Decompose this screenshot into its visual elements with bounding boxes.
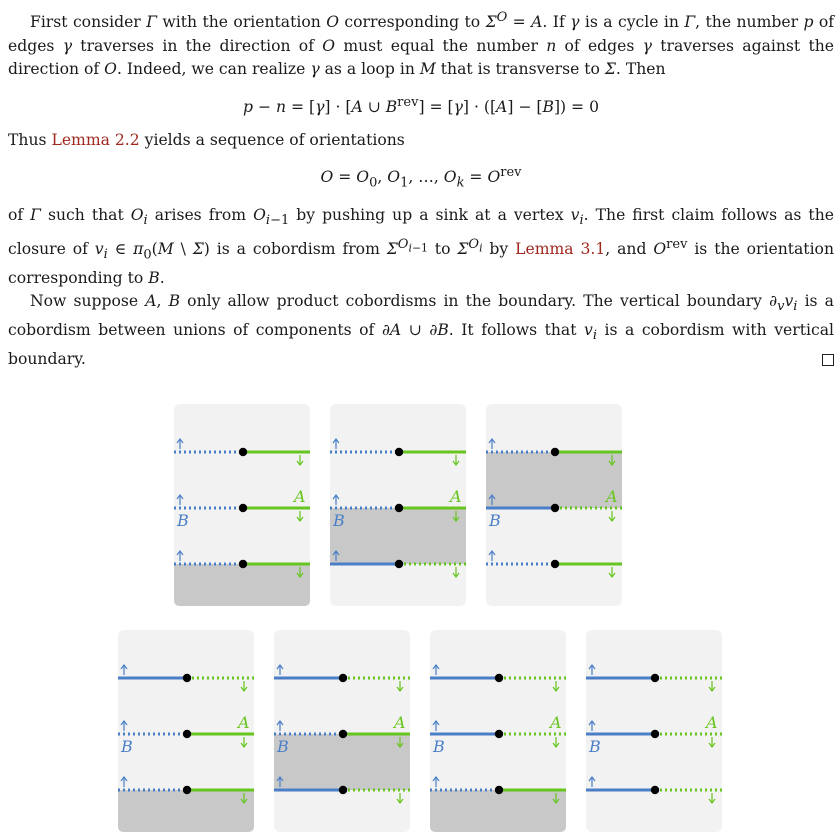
label-b: B <box>177 511 189 530</box>
shaded-region <box>174 564 310 606</box>
vertex-dot <box>551 448 559 456</box>
label-b: B <box>333 511 345 530</box>
panel-1 <box>174 404 310 606</box>
label-a: A <box>550 713 562 732</box>
lemma-2-2-link[interactable]: Lemma 2.2 <box>51 130 140 149</box>
vertex-dot <box>495 674 503 682</box>
lemma-3-1-link[interactable]: Lemma 3.1 <box>515 240 606 259</box>
cobordism-figure-svg <box>0 400 840 840</box>
label-a: A <box>450 487 462 506</box>
label-a: A <box>606 487 618 506</box>
vertex-dot <box>551 560 559 568</box>
panel-4 <box>118 630 254 832</box>
equation-1: p − n = [γ] · [A ∪ $B^{rev}] = [\gamma] \cdot ([A] - [B]) = 0$ <box>242 94 600 117</box>
vertex-dot <box>651 730 659 738</box>
panel-3 <box>486 404 622 606</box>
paragraph-3: of Γ such that $O_i$ arises from $O_{i-1}$ by pushing up a sink at a vertex $v_i$. The first claim follows as the closure of $v_i$ ∈ $\pi_0(M$ \ Σ) is a cobordism from $\Sigma^{O_{i-1}}$ to $\Sigma^{O_i}$ by Lemma 3.1, and $O^{rev}$ is the orientation corresponding to B. <box>8 206 834 287</box>
vertex-dot <box>651 786 659 794</box>
vertex-dot <box>339 786 347 794</box>
paragraph-2 <box>8 129 834 153</box>
label-b: B <box>277 737 289 756</box>
panel-5 <box>274 630 410 832</box>
paragraph-2-suffix: yields a sequence of orientations <box>144 130 405 149</box>
vertex-dot <box>239 504 247 512</box>
vertex-dot <box>339 730 347 738</box>
label-b: B <box>589 737 601 756</box>
label-a: A <box>238 713 250 732</box>
vertex-dot <box>551 504 559 512</box>
label-b: B <box>121 737 133 756</box>
panel-6 <box>430 630 566 832</box>
vertex-dot <box>395 560 403 568</box>
cobordism-figure <box>0 400 840 840</box>
vertex-dot <box>495 786 503 794</box>
label-a: A <box>294 487 306 506</box>
label-a: A <box>706 713 718 732</box>
vertex-dot <box>395 504 403 512</box>
vertex-dot <box>495 730 503 738</box>
label-b: B <box>433 737 445 756</box>
equation-2: $O = O_0$, $O_1$, …, $O_k = O^{rev}$ <box>320 165 522 191</box>
paragraph-2-prefix: Thus <box>8 130 47 149</box>
panel-7 <box>586 630 722 832</box>
shaded-region <box>118 790 254 832</box>
paper-body <box>8 6 834 371</box>
shaded-region <box>274 734 410 790</box>
paragraph-4: Now suppose A, B only allow product cobordisms in the boundary. The vertical boundary $\partial_vv_i$ is a cobordism between unions of components of ∂A ∪ ∂B. It follows that $v_i$ is a cobordism with vertical boundary. <box>8 292 834 368</box>
vertex-dot <box>183 786 191 794</box>
paragraph-1: First consider Γ with the orientation O corresponding to $\Sigma^O = A$. If γ is a cycle in Γ, the number p of edges γ traverses in the direction of O must equal the number n of edges γ traverses against the direction of O. Indeed, we can realize γ as a loop in M that is transverse to Σ. Then <box>8 10 835 79</box>
shaded-region <box>430 790 566 832</box>
vertex-dot <box>239 448 247 456</box>
vertex-dot <box>183 674 191 682</box>
vertex-dot <box>183 730 191 738</box>
vertex-dot <box>239 560 247 568</box>
vertex-dot <box>395 448 403 456</box>
shaded-region <box>486 452 622 508</box>
panel-2 <box>330 404 466 606</box>
vertex-dot <box>339 674 347 682</box>
shaded-region <box>330 508 466 564</box>
label-a: A <box>394 713 406 732</box>
qed-box-icon <box>822 354 834 366</box>
label-b: B <box>489 511 501 530</box>
vertex-dot <box>651 674 659 682</box>
